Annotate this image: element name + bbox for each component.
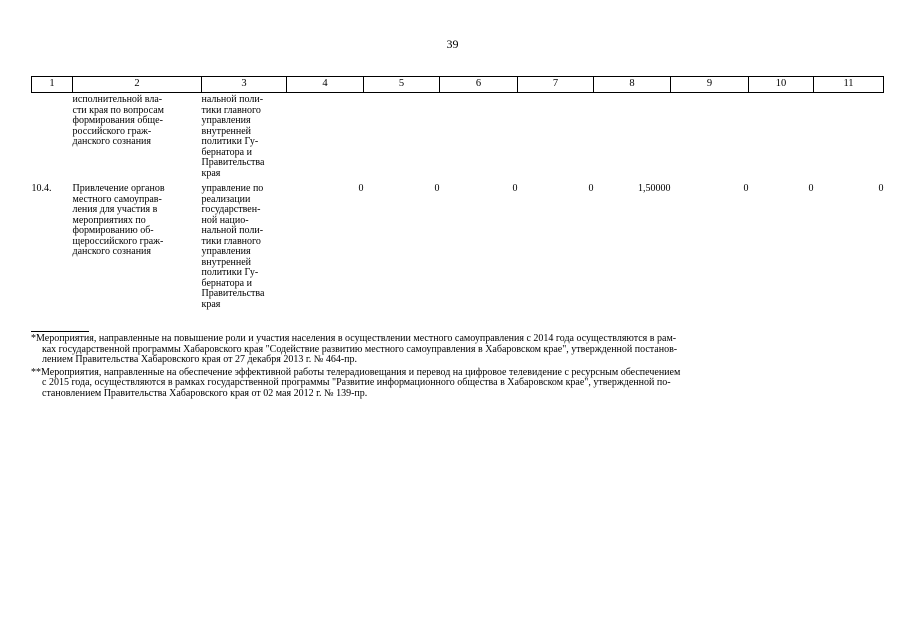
footnote-line: становлением Правительства Хабаровского края от 02 мая 2012 г. № 139-пр.	[42, 387, 368, 399]
footnote-separator	[31, 331, 89, 332]
value-cell	[518, 93, 594, 182]
cell-text-line: государствен-	[201, 204, 261, 215]
cell-text-line: формированию об-	[72, 225, 154, 236]
cell-text-line: управления	[201, 246, 251, 257]
cell-text-line: Правительства	[201, 288, 265, 299]
footnote-line: лением Правительства Хабаровского края от 27 декабря 2013 г. № 464-пр.	[42, 354, 358, 365]
table-row	[32, 181, 884, 310]
footnote	[31, 368, 883, 400]
cell-text-line: бернатора и	[201, 277, 252, 289]
cell-text-line: Привлечение органов	[72, 183, 165, 194]
cell-text-line: тики главного	[201, 104, 261, 116]
cell-text-line: Правительства	[201, 157, 265, 168]
value-cell: 0	[512, 183, 518, 194]
cell-text-line: нальной поли-	[201, 94, 264, 105]
cell-text-line: реализации	[201, 193, 251, 205]
column-header-6: 6	[440, 77, 518, 93]
column-header-5: 5	[364, 77, 440, 93]
column-header-1: 1	[32, 77, 73, 93]
value-cell: 1,50000	[638, 183, 671, 194]
cell-text-line: бернатора и	[201, 146, 252, 158]
cell-text-line: нальной поли-	[201, 225, 264, 236]
event-name-cell	[73, 181, 202, 310]
column-header-9: 9	[671, 77, 749, 93]
cell-text-line: политики Гу-	[201, 136, 259, 147]
value-cell	[287, 93, 364, 182]
table-row	[32, 93, 884, 182]
cell-text-line: сти края по вопросам	[72, 104, 164, 116]
value-cell	[814, 93, 884, 182]
cell-text-line: местного самоуправ-	[72, 193, 162, 205]
value-cell	[671, 93, 749, 182]
cell-text-line: управление по	[201, 183, 264, 194]
row-number	[32, 93, 73, 182]
column-header-4: 4	[287, 77, 364, 93]
cell-text-line: щероссийского граж-	[72, 235, 164, 247]
column-header-11: 11	[814, 77, 884, 93]
event-name-cell	[73, 93, 202, 182]
cell-text-line: мероприятиях по	[72, 214, 146, 226]
value-cell	[749, 93, 814, 182]
value-cell: 0	[878, 183, 884, 194]
value-cell	[364, 93, 440, 182]
column-header-2: 2	[73, 77, 202, 93]
responsible-cell	[202, 93, 287, 182]
cell-text-line: формирования обще-	[72, 115, 163, 126]
value-cell: 0	[434, 183, 440, 194]
footnote	[31, 334, 883, 366]
cell-text-line: данского сознания	[72, 246, 152, 257]
cell-text-line: политики Гу-	[201, 267, 259, 278]
footnote-line: ках государственной программы Хабаровского края "Содействие развитию местного самоуправления в Хабаровском крае", утвержденной постанов-	[42, 343, 678, 355]
cell-text-line: тики главного	[201, 235, 261, 247]
footnotes	[31, 334, 883, 401]
footnote-line: с 2015 года, осуществляются в рамках государственной программы "Развитие информационного общества в Хабаровском крае", утвержденной по-	[42, 377, 671, 388]
column-header-8: 8	[594, 77, 671, 93]
value-cell: 0	[808, 183, 814, 194]
footnote-line: **Мероприятия, направленные на обеспечение эффективной работы телерадиовещания и перевод на цифровое телевидение с ресурсным обеспечением	[31, 366, 681, 378]
footnote-line: *Мероприятия, направленные на повышение роли и участия населения в осуществлении местного самоуправления с 2014 года осуществляются в рам-	[31, 333, 677, 344]
column-header-3: 3	[202, 77, 287, 93]
cell-text-line: исполнительной вла-	[72, 94, 163, 105]
cell-text-line: данского сознания	[72, 136, 152, 147]
cell-text-line: управления	[201, 115, 251, 126]
value-cell: 0	[358, 183, 364, 194]
data-table	[31, 76, 884, 310]
cell-text-line: российского граж-	[72, 125, 152, 137]
value-cell	[594, 93, 671, 182]
cell-text-line: края	[201, 167, 221, 179]
page-number: 39	[446, 37, 459, 51]
value-cell: 0	[588, 183, 594, 194]
value-cell	[440, 93, 518, 182]
column-header-10: 10	[749, 77, 814, 93]
row-number: 10.4.	[31, 183, 52, 194]
cell-text-line: внутренней	[201, 256, 251, 268]
cell-text-line: внутренней	[201, 125, 251, 137]
value-cell: 0	[743, 183, 749, 194]
cell-text-line: края	[201, 298, 221, 310]
responsible-cell	[202, 181, 287, 310]
cell-text-line: ления для участия в	[72, 204, 158, 215]
header-row	[32, 77, 884, 93]
cell-text-line: ной нацио-	[201, 214, 249, 226]
column-header-7: 7	[518, 77, 594, 93]
